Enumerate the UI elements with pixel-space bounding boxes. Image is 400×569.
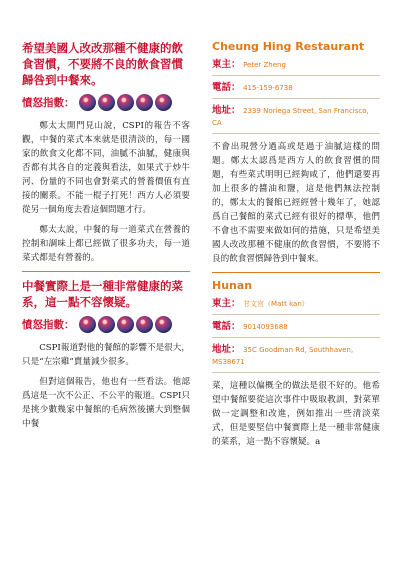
phone-label: 電話： xyxy=(212,321,241,332)
anger-rating-2 xyxy=(22,316,190,333)
rating-icon xyxy=(98,316,115,333)
section-divider xyxy=(22,271,190,272)
rating-icon xyxy=(117,316,134,333)
owner-row xyxy=(212,298,380,310)
rating-icon xyxy=(79,94,96,111)
restaurant-name-1: Cheung Hing Restaurant xyxy=(212,40,365,53)
rating-icon xyxy=(98,94,115,111)
article-paragraph: 鄭太太開門見山說，CSPI的報告不客觀，中餐的菜式本來就是很清淡的，每一國家的飲食文化都不同，油膩不油膩，健康與否都有其各自的定義與看法，如果式于炒牛河、份量的不同也會對菜式的營養價值有直接的關系。不能一棍子打死！西方人必須要從另一個角度去看這個問題才行。 xyxy=(22,121,190,215)
owner-value: 甘文官（Matt kan） xyxy=(243,300,309,308)
info-divider xyxy=(212,337,380,338)
owner-label: 東主： xyxy=(212,59,241,70)
headline-quote-2: 中餐實際上是一種非常健康的菜系，這一點不容懷疑。 xyxy=(22,279,183,309)
info-divider xyxy=(212,133,380,134)
article-paragraph: 菜，這種以偏概全的做法是很不好的。他希望中餐館要從這次事件中吸取教訓，對菜單做一定調整和改進，例如推出一些清淡菜式，但是要堅信中餐實際上是一種非常健康的菜系，這一點不容懷疑。a xyxy=(212,381,380,447)
owner-label: 東主： xyxy=(212,298,241,309)
right-column xyxy=(212,40,380,455)
address-row xyxy=(212,105,380,129)
rating-icon xyxy=(136,316,153,333)
owner-value: Peter Zheng xyxy=(243,61,286,69)
info-divider xyxy=(212,75,380,76)
article-paragraph: CSPI報道對他的餐館的影響不是很大，只是“左宗雞”賣量減少很多。 xyxy=(22,343,190,367)
article-paragraph: 但對這個報告，他也有一些看法。他認爲這是一次不公正、不公平的報道。CSPI只是挑少數幾家中餐館的毛病然後擴大到整個中餐 xyxy=(22,377,190,429)
article-paragraph: 不會出現營分過高或是過于油膩這樣的問題。鄭太太認爲是西方人的飲食習慣的問題，有些菜式明明已經夠咸了，他們還要再加上很多的醬油和鹽，這是他們無法控制的，鄭太太的餐館已經經營十幾年了，她認爲自己餐館的菜式已經有很好的標準，他們不會也不需要來做如何的措施，只是希望美國人改改那種不健康的飲食習慣，不要將不良的飲食習慣歸咎到中餐來。 xyxy=(212,142,380,264)
info-divider xyxy=(212,372,380,373)
phone-label: 電話： xyxy=(212,82,241,93)
rating-icon xyxy=(79,316,96,333)
address-label: 地址： xyxy=(212,105,241,116)
article-paragraph: 鄭太太說，中餐的每一道菜式在營養的控制和調味上都已經做了很多功夫，每一道菜式都是有營養的。 xyxy=(22,225,190,263)
anger-label: 憤怒指數： xyxy=(22,319,75,331)
address-label: 地址： xyxy=(212,344,241,355)
info-divider xyxy=(212,314,380,315)
section-divider xyxy=(212,272,380,273)
rating-icon xyxy=(117,94,134,111)
address-value: 2339 Noriega Street, San Francisco, CA xyxy=(212,107,369,127)
phone-value: 415-159-6738 xyxy=(243,84,293,92)
anger-label: 憤怒指數： xyxy=(22,97,75,109)
rating-icon xyxy=(155,94,172,111)
phone-row xyxy=(212,321,380,333)
phone-value: 9014093688 xyxy=(243,323,288,331)
anger-rating-1 xyxy=(22,94,190,111)
address-row xyxy=(212,344,380,368)
rating-icon xyxy=(136,94,153,111)
owner-row xyxy=(212,59,380,71)
phone-row xyxy=(212,82,380,94)
rating-icon xyxy=(155,316,172,333)
address-value: 35C Goodman Rd, Southhaven, MS38671 xyxy=(212,346,354,366)
left-column xyxy=(22,40,190,437)
restaurant-name-2: Hunan xyxy=(212,279,253,292)
headline-quote-1: 希望美國人改改那種不健康的飲食習慣，不要將不良的飲食習慣歸咎到中餐來。 xyxy=(22,41,183,87)
info-divider xyxy=(212,98,380,99)
